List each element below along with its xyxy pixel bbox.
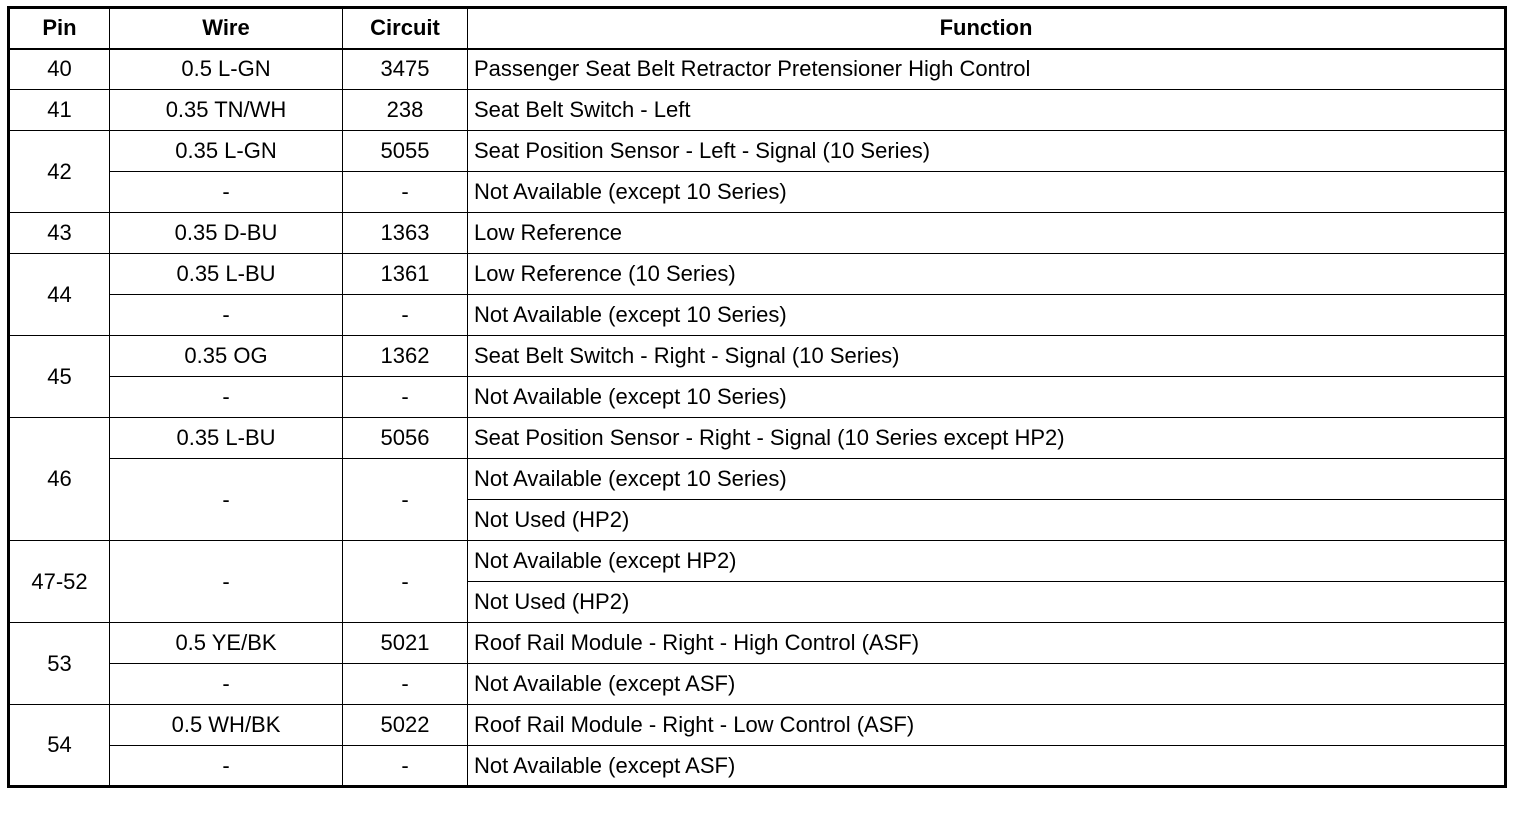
connector-pinout-table: [7, 6, 1507, 788]
table-row: [9, 623, 1506, 664]
function-cell: Low Reference: [468, 213, 1506, 254]
function-cell: Not Available (except HP2): [468, 541, 1506, 582]
table-row: [9, 459, 1506, 500]
function-cell: Seat Position Sensor - Right - Signal (10 Series except HP2): [468, 418, 1506, 459]
circuit-cell: -: [343, 541, 468, 623]
circuit-cell: 1363: [343, 213, 468, 254]
function-cell: Seat Belt Switch - Left: [468, 90, 1506, 131]
table-row: [9, 418, 1506, 459]
circuit-cell: 5056: [343, 418, 468, 459]
table-row: [9, 377, 1506, 418]
wire-cell: -: [110, 664, 343, 705]
circuit-cell: 3475: [343, 49, 468, 90]
wire-cell: 0.35 TN/WH: [110, 90, 343, 131]
wire-cell: -: [110, 295, 343, 336]
wire-cell: 0.35 D-BU: [110, 213, 343, 254]
table-row: [9, 746, 1506, 787]
function-cell: Passenger Seat Belt Retractor Pretensioner High Control: [468, 49, 1506, 90]
function-cell: Not Available (except ASF): [468, 746, 1506, 787]
table-row: [9, 541, 1506, 582]
function-cell: Seat Position Sensor - Left - Signal (10 Series): [468, 131, 1506, 172]
function-cell: Low Reference (10 Series): [468, 254, 1506, 295]
wire-cell: 0.5 YE/BK: [110, 623, 343, 664]
wire-cell: -: [110, 459, 343, 541]
header-function: Function: [468, 8, 1506, 49]
table-row: [9, 90, 1506, 131]
function-cell: Not Available (except 10 Series): [468, 377, 1506, 418]
wire-cell: 0.35 L-BU: [110, 254, 343, 295]
circuit-cell: -: [343, 295, 468, 336]
function-cell: Not Used (HP2): [468, 500, 1506, 541]
circuit-cell: -: [343, 377, 468, 418]
circuit-cell: 238: [343, 90, 468, 131]
function-cell: Not Used (HP2): [468, 582, 1506, 623]
wire-cell: -: [110, 172, 343, 213]
header-pin: Pin: [9, 8, 110, 49]
pin-cell: 46: [9, 418, 110, 541]
pin-cell: 41: [9, 90, 110, 131]
function-cell: Not Available (except 10 Series): [468, 459, 1506, 500]
header-row: [9, 8, 1506, 49]
wire-cell: 0.5 WH/BK: [110, 705, 343, 746]
pin-cell: 44: [9, 254, 110, 336]
table-row: [9, 49, 1506, 90]
function-cell: Roof Rail Module - Right - Low Control (ASF): [468, 705, 1506, 746]
wire-cell: 0.35 L-GN: [110, 131, 343, 172]
function-cell: Roof Rail Module - Right - High Control (ASF): [468, 623, 1506, 664]
wire-cell: -: [110, 541, 343, 623]
circuit-cell: 5055: [343, 131, 468, 172]
function-cell: Not Available (except ASF): [468, 664, 1506, 705]
pin-cell: 42: [9, 131, 110, 213]
circuit-cell: -: [343, 746, 468, 787]
pin-cell: 53: [9, 623, 110, 705]
function-cell: Not Available (except 10 Series): [468, 295, 1506, 336]
circuit-cell: 5022: [343, 705, 468, 746]
table-row: [9, 172, 1506, 213]
circuit-cell: -: [343, 664, 468, 705]
pin-cell: 54: [9, 705, 110, 787]
pin-cell: 43: [9, 213, 110, 254]
circuit-cell: 1361: [343, 254, 468, 295]
wire-cell: -: [110, 746, 343, 787]
function-cell: Not Available (except 10 Series): [468, 172, 1506, 213]
pin-cell: 40: [9, 49, 110, 90]
table-row: [9, 254, 1506, 295]
wire-cell: 0.35 L-BU: [110, 418, 343, 459]
function-cell: Seat Belt Switch - Right - Signal (10 Series): [468, 336, 1506, 377]
wire-cell: 0.35 OG: [110, 336, 343, 377]
table-row: [9, 664, 1506, 705]
table-row: [9, 131, 1506, 172]
pin-cell: 47-52: [9, 541, 110, 623]
wire-cell: 0.5 L-GN: [110, 49, 343, 90]
pin-cell: 45: [9, 336, 110, 418]
table-row: [9, 336, 1506, 377]
header-wire: Wire: [110, 8, 343, 49]
wire-cell: -: [110, 377, 343, 418]
table-row: [9, 213, 1506, 254]
circuit-cell: -: [343, 459, 468, 541]
table-row: [9, 295, 1506, 336]
header-circuit: Circuit: [343, 8, 468, 49]
table-row: [9, 705, 1506, 746]
circuit-cell: 5021: [343, 623, 468, 664]
circuit-cell: -: [343, 172, 468, 213]
circuit-cell: 1362: [343, 336, 468, 377]
